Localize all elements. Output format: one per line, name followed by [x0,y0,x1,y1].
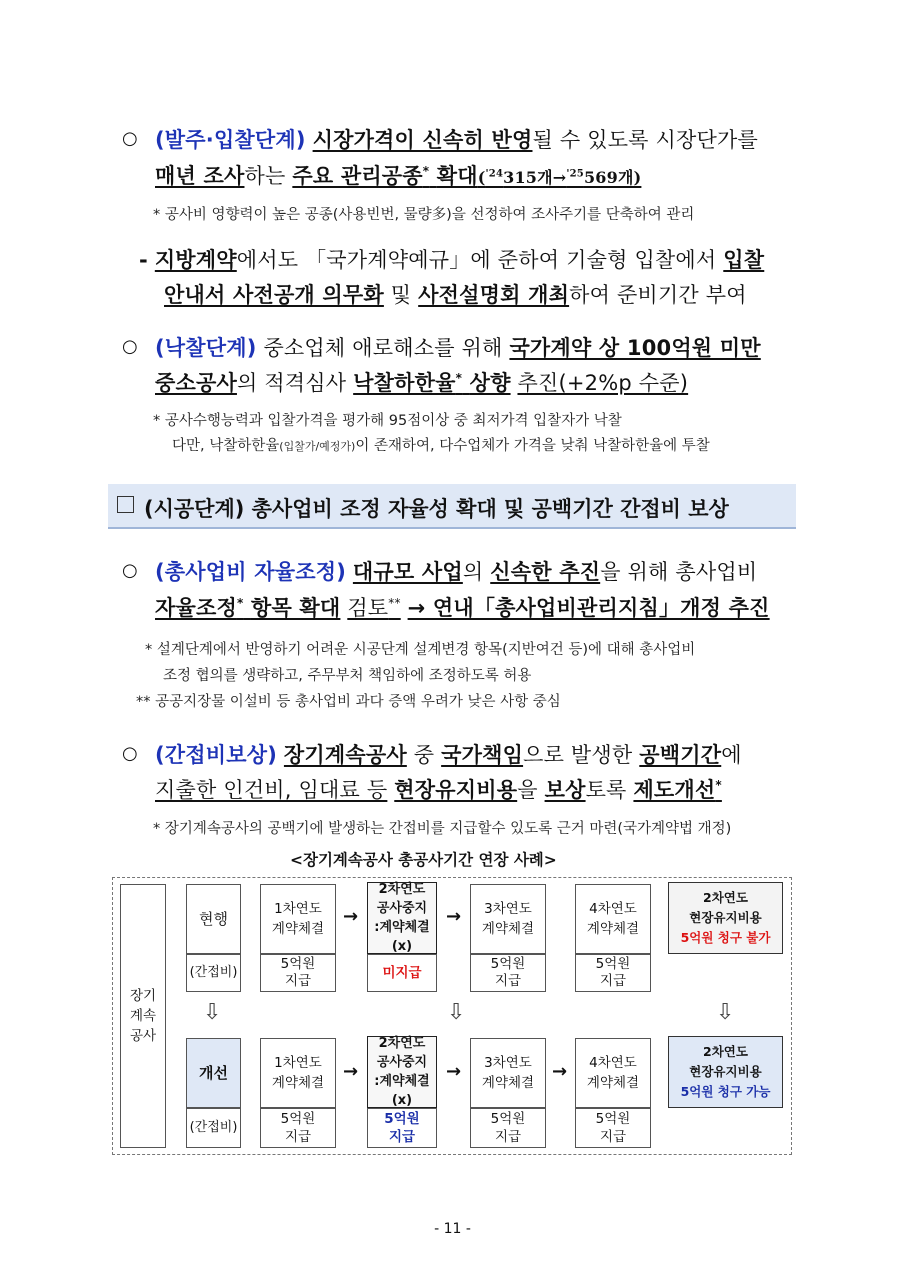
year-3-payment: 5억원 지급 [470,954,546,992]
down-arrow-icon: ⇩ [447,1000,466,1025]
footnote: * 공사수행능력과 입찰가격을 평가해 95점이상 중 최저가격 입찰자가 낙찰 [153,413,622,429]
footnote: * 공사비 영향력이 높은 공종(사용빈번, 물량多)을 선정하여 조사주기를 단축하여 관리 [153,207,695,223]
right-arrow-icon: → [343,906,359,927]
section-header [108,484,796,529]
paragraph-1-line-1: (발주·입찰단계) 시장가격이 신속히 반영될 수 있도록 시장단가를 [155,128,758,152]
year-2-payment: 5억원 지급 [367,1108,437,1148]
year-2-box: 2차연도 공사중지 :계약체결(x) [367,1036,437,1108]
result-box-current: 2차연도 현장유지비용 5억원 청구 불가 [668,882,783,954]
year-4-payment: 5억원 지급 [575,1108,651,1148]
year-3-box: 3차연도 계약체결 [470,884,546,954]
paragraph-2-line-2: 중소공사의 적격심사 낙찰하한율* 상향 추진(+2%p 수준) [155,371,689,395]
year-4-box: 4차연도 계약체결 [575,1038,651,1108]
footnote: * 설계단계에서 반영하기 어려운 시공단계 설계변경 항목(지반여건 등)에 대해 총사업비 [145,642,696,658]
year-3-payment: 5억원 지급 [470,1108,546,1148]
right-arrow-icon: → [552,1061,568,1082]
checkbox-square-icon [117,496,134,513]
row-sub-label: (간접비) [186,1108,241,1148]
side-label: 장기 계속 공사 [120,884,166,1148]
row-label-current: 현행 [186,884,241,954]
year-1-payment: 5억원 지급 [260,1108,336,1148]
row-label-improved: 개선 [186,1038,241,1108]
footnote: * 장기계속공사의 공백기에 발생하는 간접비를 지급할수 있도록 근거 마련(국가계약법 개정) [153,821,732,837]
year-2-box: 2차연도 공사중지 :계약체결(x) [367,882,437,954]
right-arrow-icon: → [446,906,462,927]
paragraph-4-line-2: 지출한 인건비, 임대료 등 현장유지비용을 보상토록 제도개선* [155,778,722,802]
paragraph-4-line-1: (간접비보상) 장기계속공사 중 국가책임으로 발생한 공백기간에 [155,743,742,767]
bullet-circle: ○ [122,128,138,149]
down-arrow-icon: ⇩ [203,1000,222,1025]
year-4-payment: 5억원 지급 [575,954,651,992]
down-arrow-icon: ⇩ [716,1000,735,1025]
year-1-box: 1차연도 계약체결 [260,884,336,954]
bullet-circle: ○ [122,743,138,764]
footnote-continued: 다만, 낙찰하한율(입찰가/예정가)이 존재하여, 다수업체가 가격을 낮춰 낙찰하한율에 투찰 [172,438,710,454]
section-title: (시공단계) 총사업비 조정 자율성 확대 및 공백기간 간접비 보상 [144,497,729,521]
bullet-circle: ○ [122,336,138,357]
diagram-caption: <장기계속공사 총공사기간 연장 사례> [290,851,557,869]
dash-item-line-1: - 지방계약에서도 「국가계약예규」에 준하여 기술형 입찰에서 입찰 [139,248,765,272]
year-1-payment: 5억원 지급 [260,954,336,992]
page-number: - 11 - [434,1221,471,1237]
dash-item-line-2: 안내서 사전공개 의무화 및 사전설명회 개최하여 준비기간 부여 [164,283,747,307]
right-arrow-icon: → [343,1061,359,1082]
year-3-box: 3차연도 계약체결 [470,1038,546,1108]
right-arrow-icon: → [446,1061,462,1082]
paragraph-3-line-2: 자율조정* 항목 확대 검토** → 연내「총사업비관리지침」개정 추진 [155,596,770,620]
bullet-circle: ○ [122,560,138,581]
year-1-box: 1차연도 계약체결 [260,1038,336,1108]
paragraph-3-line-1: (총사업비 자율조정) 대규모 사업의 신속한 추진을 위해 총사업비 [155,560,758,584]
paragraph-2-line-1: (낙찰단계) 중소업체 애로해소를 위해 국가계약 상 100억원 미만 [155,336,761,360]
footnote: ** 공공지장물 이설비 등 총사업비 과다 증액 우려가 낮은 사항 중심 [136,694,561,710]
row-sub-label: (간접비) [186,954,241,992]
tag-bidding-stage: (발주·입찰단계) [155,128,306,152]
year-4-box: 4차연도 계약체결 [575,884,651,954]
paragraph-1-line-2: 매년 조사하는 주요 관리공종* 확대($^{'24}$315개→$^{'25}$569개) [155,164,642,188]
result-box-improved: 2차연도 현장유지비용 5억원 청구 가능 [668,1036,783,1108]
footnote-continued: 조정 협의를 생략하고, 주무부처 책임하에 조정하도록 허용 [163,668,532,684]
year-2-payment: 미지급 [367,954,437,992]
